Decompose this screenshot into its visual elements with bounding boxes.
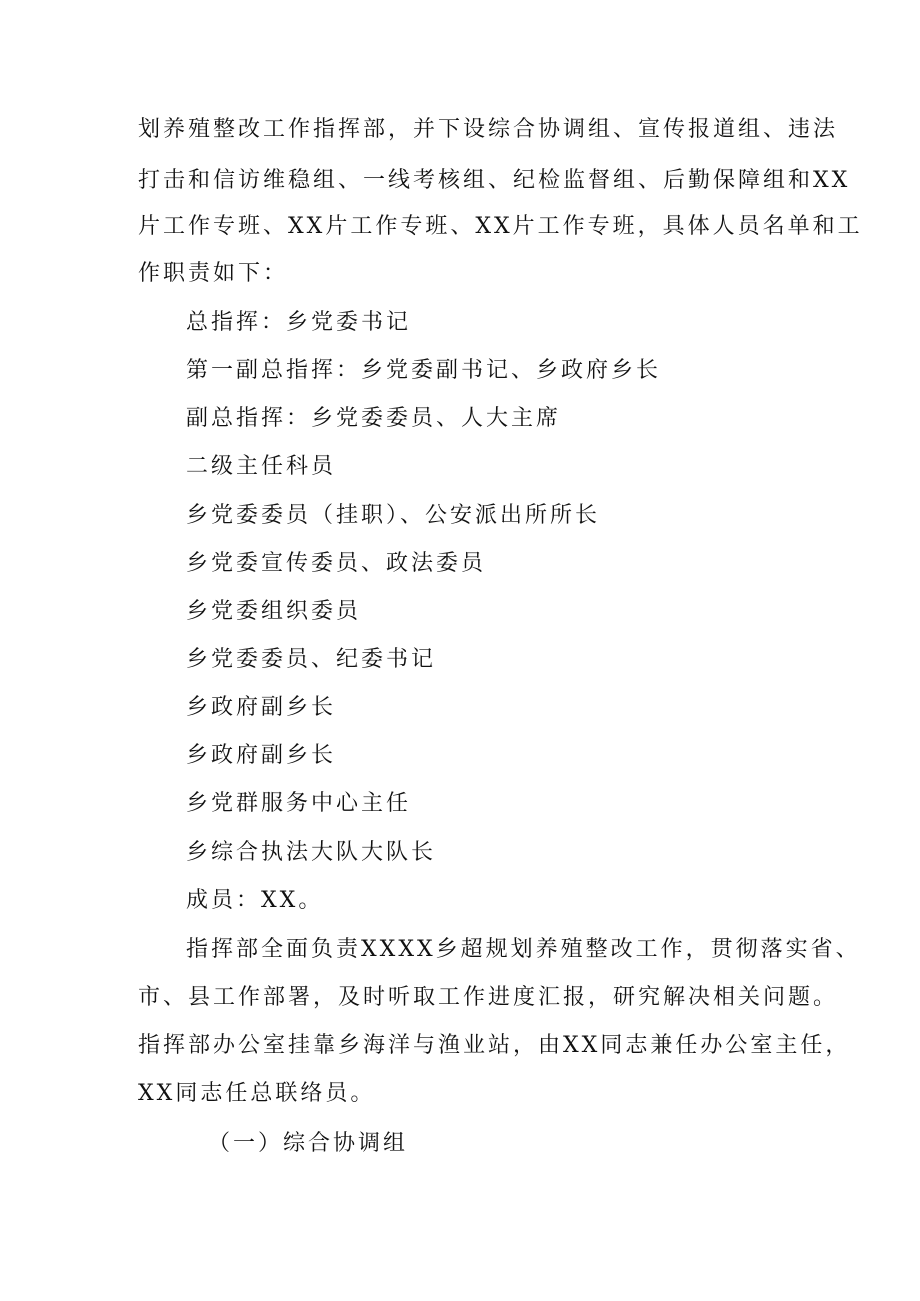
intro-line: 划养殖整改工作指挥部，并下设综合协调组、宣传报道组、违法 bbox=[138, 117, 839, 142]
roster-item: 二级主任科员 bbox=[186, 454, 337, 479]
roster-item: 乡综合执法大队大队长 bbox=[186, 840, 437, 865]
roster-item: 乡党委宣传委员、政法委员 bbox=[186, 551, 487, 576]
roster-members: 成员：XX。 bbox=[186, 888, 324, 913]
roster-item-first-deputy: 第一副总指挥：乡党委副书记、乡政府乡长 bbox=[186, 358, 662, 383]
roster-item-deputy: 副总指挥：乡党委委员、人大主席 bbox=[186, 406, 562, 431]
intro-line: 作职责如下： bbox=[138, 261, 289, 286]
roster-item: 乡党委委员、纪委书记 bbox=[186, 647, 437, 672]
roster-item: 乡党委组织委员 bbox=[186, 599, 362, 624]
duty-line: 指挥部全面负责XXXX乡超规划养殖整改工作，贯彻落实省、 bbox=[186, 937, 861, 962]
roster-item: 乡政府副乡长 bbox=[186, 695, 337, 720]
duty-line: 指挥部办公室挂靠乡海洋与渔业站，由XX同志兼任办公室主任， bbox=[138, 1033, 851, 1058]
section-heading: （一）综合协调组 bbox=[208, 1131, 409, 1156]
roster-item: 乡党委委员（挂职）、公安派出所所长 bbox=[186, 503, 601, 528]
roster-item-commander: 总指挥：乡党委书记 bbox=[186, 310, 412, 335]
roster-item: 乡政府副乡长 bbox=[186, 743, 337, 768]
intro-line: 打击和信访维稳组、一线考核组、纪检监督组、后勤保障组和XX bbox=[138, 168, 851, 193]
duty-line: XX同志任总联络员。 bbox=[138, 1081, 376, 1106]
duty-line: 市、县工作部署，及时听取工作进度汇报，研究解决相关问题。 bbox=[138, 985, 839, 1010]
roster-item: 乡党群服务中心主任 bbox=[186, 791, 412, 816]
intro-line: 片工作专班、XX片工作专班、XX片工作专班，具体人员名单和工 bbox=[138, 214, 863, 239]
